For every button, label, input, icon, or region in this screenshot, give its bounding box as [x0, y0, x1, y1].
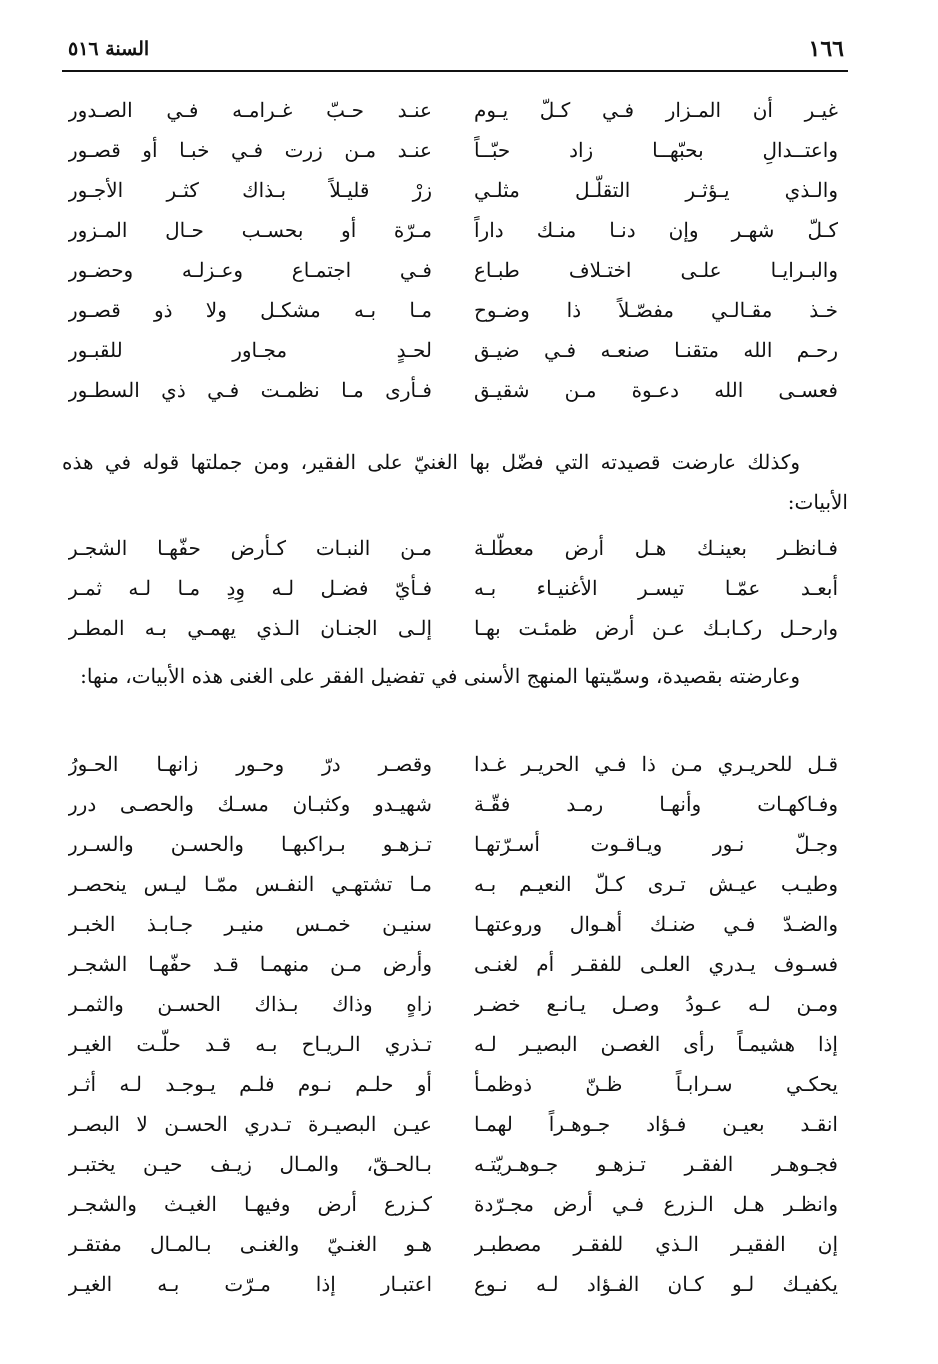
year-label: السنة ٥١٦	[68, 38, 150, 60]
poem-block-3	[62, 744, 848, 1304]
poem-block-1	[62, 90, 848, 410]
verse-line	[62, 528, 848, 568]
verse-first-hemistich: كـلّ شهـر وإن دنـا منـك داراً	[474, 218, 838, 242]
verse-line	[62, 130, 848, 170]
verse-first-hemistich: غيـر أن المـزار فـي كـلّ يـوم	[474, 98, 838, 122]
verse-line	[62, 1264, 848, 1304]
verse-line	[62, 784, 848, 824]
verse-second-hemistich: لحـدٍ مجـاور للقبـور	[68, 338, 432, 362]
verse-line	[62, 744, 848, 784]
verse-line	[62, 944, 848, 984]
verse-line	[62, 1144, 848, 1184]
verse-first-hemistich: وارحـل ركـابـك عـن أرض ظمئـت بهـا	[474, 616, 838, 640]
verse-second-hemistich: زرْ قليـلاً بـذاك كثـر الأجـور	[68, 178, 432, 202]
verse-first-hemistich: قـل للحريـري مـن ذا فـي الحريـر غـدا	[474, 752, 838, 776]
verse-second-hemistich: مـن النبـات كـأرض حفّهـا الشجـر	[68, 536, 432, 560]
verse-second-hemistich: عنـد حـبّ غـرامـه فـي الصـدور	[68, 98, 432, 122]
verse-first-hemistich: وفـاكهـات وأنهـا رمـد فقّـة	[474, 792, 838, 816]
verse-first-hemistich: وطيـب عيـش تـرى كـلّ النعيـم بـه	[474, 872, 838, 896]
verse-second-hemistich: وقصـر درّ وحـور زانهـا الحـورُ	[68, 752, 432, 776]
verse-line	[62, 1224, 848, 1264]
verse-line	[62, 864, 848, 904]
prose-paragraph-1	[62, 442, 848, 522]
verse-line	[62, 1184, 848, 1224]
verse-line	[62, 1104, 848, 1144]
verse-second-hemistich: فـأيّ فضـل لـه وِدِ مـا لـه ثمـر	[68, 576, 432, 600]
verse-first-hemistich: يكفيـك لـو كـان الفـؤاد لـه نـوع	[474, 1272, 838, 1296]
verse-second-hemistich: شهيـدو وكثبـان مسـك والحصـى درر	[68, 792, 432, 816]
verse-line	[62, 210, 848, 250]
verse-line	[62, 984, 848, 1024]
verse-first-hemistich: والبـرايـا علـى اختـلاف طبـاع	[474, 258, 838, 282]
verse-first-hemistich: وجـلّ نـور ويـاقـوت أسـرّتهـا	[474, 832, 838, 856]
verse-second-hemistich: مـا بـه مشكـل ولا ذو قصـور	[68, 298, 432, 322]
verse-line	[62, 1064, 848, 1104]
verse-first-hemistich: رحـم الله متقنـا صنعـه فـي ضيـق	[474, 338, 838, 362]
verse-line	[62, 250, 848, 290]
book-page	[62, 30, 848, 1340]
verse-line	[62, 1024, 848, 1064]
verse-first-hemistich: إذا هشيمـاً رأى الغصـن البصيـر لـه	[474, 1032, 838, 1056]
verse-second-hemistich: فـي اجتمـاع وعـزلـه وحضـور	[68, 258, 432, 282]
verse-second-hemistich: أو حلـم نـوم فلـم يـوجـد لـه أثـر	[68, 1072, 432, 1096]
verse-first-hemistich: والضـدّ فـي ضنـك أهـوال وروعتهـا	[474, 912, 838, 936]
verse-line	[62, 824, 848, 864]
verse-line	[62, 90, 848, 130]
prose-paragraph-2	[62, 656, 848, 696]
verse-line	[62, 330, 848, 370]
verse-second-hemistich: سنيـن خمـس منيـر جـابـذ الخبـر	[68, 912, 432, 936]
verse-first-hemistich: والـذي يـؤثـر التقلّـل مثلـي	[474, 178, 838, 202]
verse-first-hemistich: أبعـد عمّـا تيسـر الأغنيـاء بـه	[474, 576, 838, 600]
verse-second-hemistich: اعتبـار إذا مـرّت بـه الغيـر	[68, 1272, 432, 1296]
prose-text: وعارضته بقصيدة، وسمّيتها المنهج الأسنى في تفضيل الفقر على الغنى هذه الأبيات، منها:	[80, 664, 800, 688]
page-number: ١٦٦	[808, 36, 844, 62]
prose-text: وكذلك عارضت قصيدته التي فضّل بها الغنيّ على الفقير، ومن جملتها قوله في هذه الأبيات:	[62, 450, 848, 514]
verse-line	[62, 370, 848, 410]
verse-first-hemistich: إن الفقيـر الـذي للفقـر مصطبـر	[474, 1232, 838, 1256]
verse-first-hemistich: فعسـى الله دعـوة مـن شقيـق	[474, 378, 838, 402]
verse-first-hemistich: واعتــدالِ بحبّهــا زاد حبّــاً	[474, 138, 838, 162]
verse-second-hemistich: إلـى الجنـان الـذي يهمـي بـه المطـر	[68, 616, 432, 640]
verse-first-hemistich: فسـوف يـدري العلـى للفقـر أم لغنـى	[474, 952, 838, 976]
verse-second-hemistich: بـالحـقّ، والمـال زيـف حيـن يختبـر	[68, 1152, 432, 1176]
verse-second-hemistich: تـذري الـريـاح بـه قـد حلّـت الغيـر	[68, 1032, 432, 1056]
poem-block-2	[62, 528, 848, 648]
verse-second-hemistich: هـو الغنـيّ والغنـى بـالمـال مفتقـر	[68, 1232, 432, 1256]
verse-second-hemistich: مـا تشتهـي النفـس ممّـا ليـس ينحصـر	[68, 872, 432, 896]
verse-first-hemistich: وانظـر هـل الـزرع فـي أرض مجـرّدة	[474, 1192, 838, 1216]
verse-line	[62, 290, 848, 330]
verse-first-hemistich: انقـد بعيـن فـؤاد جـوهـراً لهمـا	[474, 1112, 838, 1136]
verse-first-hemistich: فـانظـر بعينـك هـل أرض معطّلـة	[474, 536, 838, 560]
verse-second-hemistich: زاهٍ وذاك بـذاك الحسـن والثمـر	[68, 992, 432, 1016]
verse-line	[62, 904, 848, 944]
verse-second-hemistich: عنـد مـن زرت فـي خبـا أو قصـور	[68, 138, 432, 162]
verse-second-hemistich: وأرض مـن منهمـا قـد حفّهـا الشجـر	[68, 952, 432, 976]
verse-line	[62, 568, 848, 608]
verse-second-hemistich: فـأرى مـا نظمـت فـي ذي السطـور	[68, 378, 432, 402]
verse-first-hemistich: ومـن لـه عـودُ وصـل يـانـع خضـر	[474, 992, 838, 1016]
verse-first-hemistich: يحكـي سـرابـاً ظـنّ ذوظمـأ	[474, 1072, 838, 1096]
verse-line	[62, 608, 848, 648]
verse-second-hemistich: عيـن البصيـرة تـدري الحسـن لا البصـر	[68, 1112, 432, 1136]
page-header	[62, 30, 848, 72]
verse-second-hemistich: كـزرع أرض وفيهـا الغيـث والشجـر	[68, 1192, 432, 1216]
verse-first-hemistich: فجـوهـر الفقـر تـزهـو جـوهـريّتـه	[474, 1152, 838, 1176]
verse-first-hemistich: خـذ مقـالـي مفصّـلاً ذا وضـوح	[474, 298, 838, 322]
verse-second-hemistich: تـزهـو بـراكبهـا والحسـن والسـرر	[68, 832, 432, 856]
verse-line	[62, 170, 848, 210]
verse-second-hemistich: مـرّة أو بحسـب حـال المـزور	[68, 218, 432, 242]
